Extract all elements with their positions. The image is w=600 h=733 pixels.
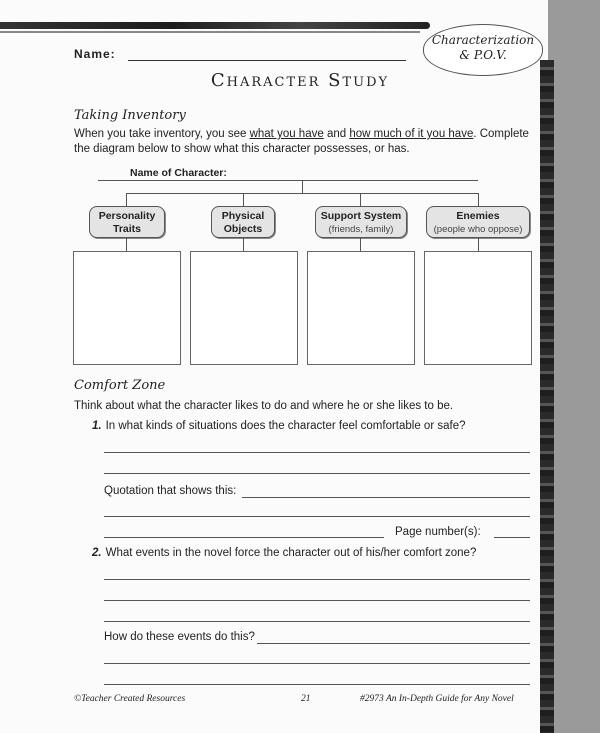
box-drop-1 bbox=[126, 238, 127, 251]
category-title: Support System bbox=[320, 210, 402, 222]
category-physical-objects bbox=[211, 206, 275, 238]
badge-line-1: Characterization bbox=[431, 33, 535, 47]
page-title: Character Study bbox=[210, 70, 390, 91]
topic-badge bbox=[423, 24, 543, 76]
question-number: 1. bbox=[92, 420, 102, 432]
answer-line[interactable] bbox=[104, 663, 530, 664]
question-1 bbox=[92, 420, 466, 432]
question-text: In what kinds of situations does the character feel comfortable or safe? bbox=[105, 420, 466, 432]
answer-box-support[interactable] bbox=[307, 251, 415, 365]
how-label: How do these events do this? bbox=[104, 631, 255, 643]
category-personality-traits bbox=[89, 206, 165, 238]
section-heading-inventory: Taking Inventory bbox=[74, 108, 186, 123]
intro-underline-1: what you have bbox=[249, 128, 324, 140]
comfort-zone-instructions: Think about what the character likes to do and where he or she likes to be. bbox=[74, 400, 454, 412]
category-sub: (friends, family) bbox=[328, 224, 394, 235]
diagram-stem bbox=[302, 180, 303, 194]
intro-text-b: and bbox=[323, 128, 350, 140]
answer-box-personality[interactable] bbox=[73, 251, 181, 365]
quotation-label: Quotation that shows this: bbox=[104, 485, 237, 497]
category-enemies bbox=[426, 206, 530, 238]
answer-line[interactable] bbox=[104, 537, 384, 538]
character-name-label: Name of Character: bbox=[130, 167, 227, 179]
intro-text-line2: the diagram below to show what this character possesses, or has. bbox=[74, 143, 410, 155]
category-support-system bbox=[315, 206, 407, 238]
answer-box-physical[interactable] bbox=[190, 251, 298, 365]
category-sub: Objects bbox=[223, 223, 263, 235]
category-title: Personality bbox=[98, 210, 156, 222]
question-number: 2. bbox=[92, 547, 102, 559]
quotation-line[interactable] bbox=[242, 497, 530, 498]
category-sub: (people who oppose) bbox=[433, 224, 523, 235]
answer-line[interactable] bbox=[104, 621, 530, 622]
inventory-instructions bbox=[74, 127, 544, 157]
how-line[interactable] bbox=[257, 643, 530, 644]
intro-text-c: . Complete bbox=[473, 128, 529, 140]
branch-drop-3 bbox=[360, 193, 361, 206]
category-sub: Traits bbox=[112, 223, 141, 235]
page-number-line[interactable] bbox=[494, 537, 530, 538]
answer-box-enemies[interactable] bbox=[424, 251, 532, 365]
torn-edge-top-shadow bbox=[0, 31, 420, 33]
question-text: What events in the novel force the character out of his/her comfort zone? bbox=[105, 547, 477, 559]
branch-drop-4 bbox=[478, 193, 479, 206]
footer-book-title: #2973 An In-Depth Guide for Any Novel bbox=[360, 694, 514, 704]
diagram-top-line bbox=[98, 180, 478, 181]
answer-line[interactable] bbox=[104, 600, 530, 601]
answer-line[interactable] bbox=[104, 579, 530, 580]
torn-edge-top bbox=[0, 22, 430, 29]
name-field[interactable] bbox=[128, 60, 406, 61]
diagram-branch-line bbox=[126, 193, 478, 194]
badge-line-2: & P.O.V. bbox=[459, 48, 507, 62]
answer-line[interactable] bbox=[104, 516, 530, 517]
torn-edge-right bbox=[540, 60, 554, 733]
answer-line[interactable] bbox=[104, 452, 530, 453]
name-label: Name: bbox=[74, 47, 116, 61]
answer-line[interactable] bbox=[104, 473, 530, 474]
footer-publisher: ©Teacher Created Resources bbox=[74, 694, 186, 704]
box-drop-3 bbox=[360, 238, 361, 251]
answer-line[interactable] bbox=[104, 684, 530, 685]
box-drop-2 bbox=[243, 238, 244, 251]
footer-page-number: 21 bbox=[301, 694, 311, 704]
question-2 bbox=[92, 547, 476, 559]
category-title: Enemies bbox=[456, 210, 500, 222]
intro-underline-2: how much of it you have bbox=[349, 128, 474, 140]
section-heading-comfort-zone: Comfort Zone bbox=[74, 378, 166, 393]
branch-drop-1 bbox=[126, 193, 127, 206]
branch-drop-2 bbox=[243, 193, 244, 206]
category-title: Physical bbox=[221, 210, 265, 222]
page-number-label: Page number(s): bbox=[395, 526, 481, 538]
intro-text-a: When you take inventory, you see bbox=[74, 128, 250, 140]
box-drop-4 bbox=[478, 238, 479, 251]
